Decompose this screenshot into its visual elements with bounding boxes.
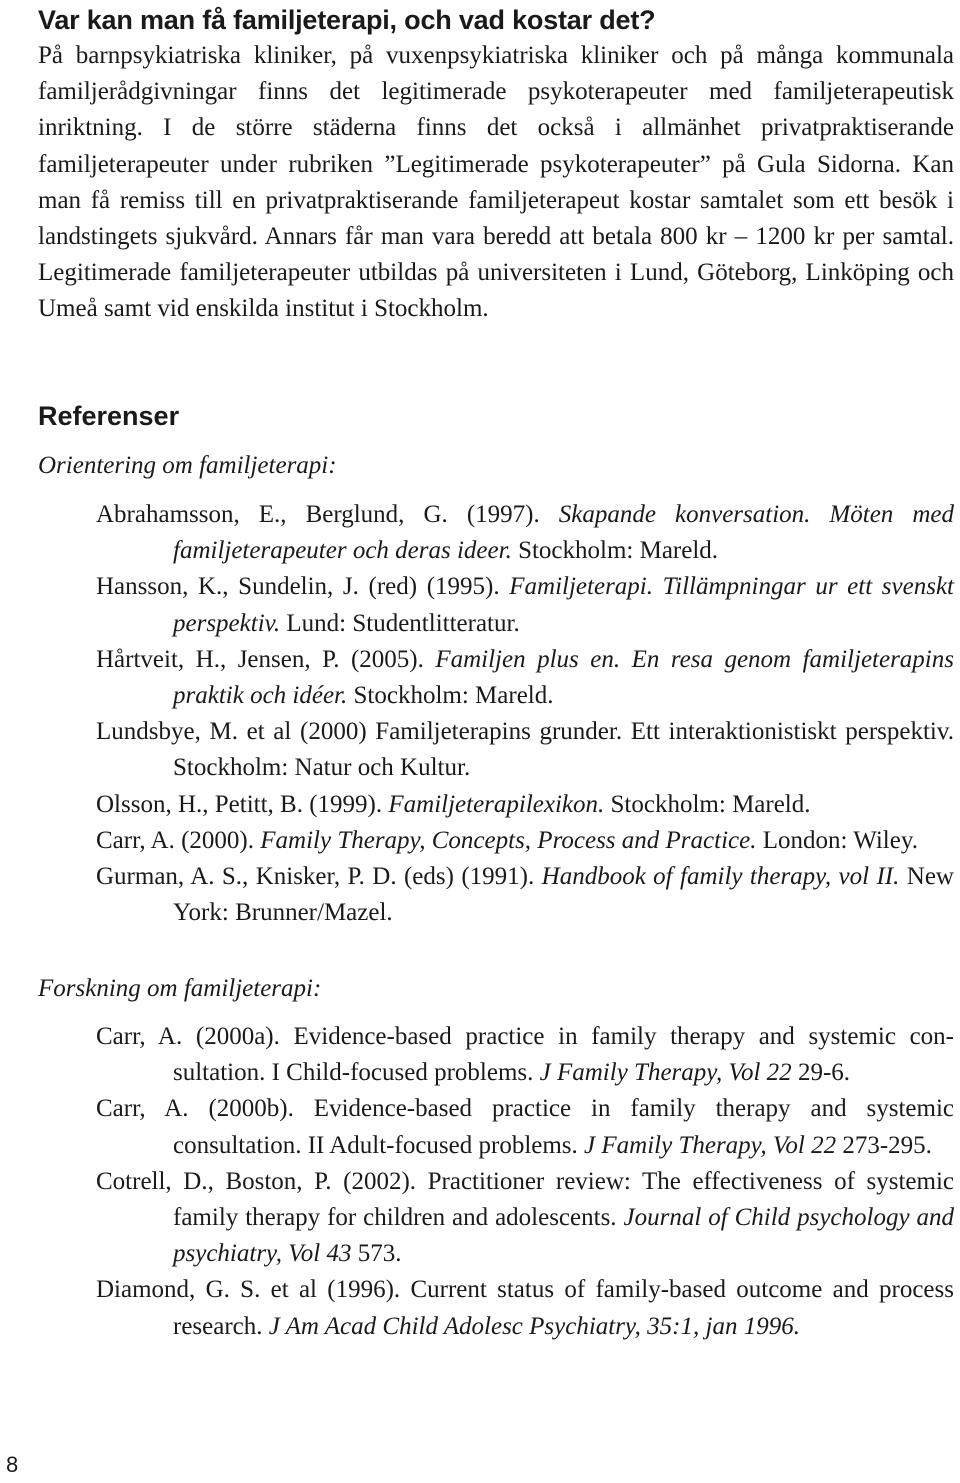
reference-journal-italic: J Family Therapy, Vol 22 (539, 1059, 792, 1087)
reference-text: Lundsbye, M. et al (2000) Familjeterapins grunder. Ett interaktionistiskt perspektiv. Stockholm: Natur och Kultur. (96, 718, 954, 782)
reference-item (96, 714, 954, 786)
reference-item (96, 569, 954, 641)
reference-pages: 273-295. (836, 1131, 932, 1159)
reference-journal-italic: J Am Acad Child Adolesc Psychiatry, 35:1, jan 1996. (268, 1312, 800, 1340)
reference-pages: 29-6. (791, 1059, 851, 1087)
research-subheading: Forskning om familjeterapi: (38, 975, 322, 1002)
reference-text: Carr, A. (2000). (96, 826, 261, 854)
reference-publisher: Lund: Studentlitteratur. (280, 609, 520, 637)
reference-item (96, 497, 954, 569)
reference-text: Cotrell, D., Boston, P. (2002). Practitioner review: The effectiveness of systemic family therapy for children and adolescents. (96, 1167, 954, 1232)
reference-journal-italic: J Family Therapy, Vol 22 (584, 1131, 837, 1159)
reference-title-italic: Familjeterapi. Tillämpningar ur ett svenskt perspektiv. (173, 573, 954, 637)
reference-publisher: Stockholm: Mareld. (604, 790, 811, 818)
reference-publisher: London: Wiley. (756, 826, 918, 854)
reference-item (96, 859, 954, 931)
reference-journal-italic: Journal of Child psychology and psychiatry, Vol 43 (173, 1204, 954, 1268)
reference-title-italic: Handbook of family therapy, vol II. (541, 863, 900, 891)
reference-text: Gurman, A. S., Knisker, P. D. (eds) (1991). (96, 863, 542, 891)
reference-title-italic: Familjeterapilexikon. (388, 790, 605, 818)
page-number: 8 (6, 1452, 19, 1477)
reference-text: Carr, A. (2000a). Evidence-based practice in family therapy and systemic consultation. I Child-focused problems. (96, 1023, 954, 1087)
reference-text: Carr, A. (2000b). Evidence-based practice in family therapy and systemic consultation. II Adult-focused problems. (96, 1095, 954, 1159)
reference-publisher: New York: Brunner/Mazel. (173, 863, 954, 927)
reference-pages: 573. (351, 1240, 402, 1268)
reference-item (96, 642, 954, 714)
section-heading: Var kan man få familjeterapi, och vad kostar det? (38, 5, 656, 35)
reference-item (96, 1164, 954, 1273)
orientation-reference-list (96, 497, 954, 931)
reference-title-italic: Skapande konversation. Möten med familjeterapeuter och deras ideer. (173, 501, 954, 565)
references-heading: Referenser (38, 401, 180, 431)
reference-publisher: Stockholm: Mareld. (511, 537, 719, 565)
reference-text: Abrahamsson, E., Berglund, G. (1997). (96, 501, 559, 528)
reference-text: Olsson, H., Petitt, B. (1999). (96, 790, 389, 818)
reference-item (96, 823, 954, 859)
body-paragraph: På barnpsykiatriska kliniker, på vuxenpsykiatriska kliniker och på många kommunala familjerådgivningar finns det legitimerade psykoterapeuter med familjeterapeutisk inriktning. I de större städerna finns det också i allmänhet privatpraktiserande familjeterapeuter under rubriken ”Legitimerade psykoterapeuter” på Gula Sidorna. Kan man få remiss till en privatpraktiserande familjeterapeut kostar samtalet som ett besök i landstingets sjukvård. Annars får man vara beredd att betala 800 kr – 1200 kr per samtal. Legitimerade familjeterapeuter utbildas på universiteten i Lund, Göteborg, Linköping och Umeå samt vid enskilda institut i Stockholm. (38, 42, 954, 323)
reference-item (96, 787, 954, 823)
orientation-subheading: Orientering om familjeterapi: (38, 452, 337, 479)
document-page (38, 0, 954, 1340)
reference-item (96, 1019, 954, 1091)
reference-title-italic: Family Therapy, Concepts, Process and Practice. (260, 826, 757, 854)
reference-title-italic: Familjen plus en. En resa genom familjeterapins praktik och idéer. (173, 645, 954, 710)
reference-text: Hårtveit, H., Jensen, P. (2005). (96, 645, 436, 673)
reference-publisher: Stockholm: Mareld. (347, 682, 554, 710)
reference-item (96, 1091, 954, 1163)
reference-item (96, 1272, 954, 1344)
reference-text: Hansson, K., Sundelin, J. (red) (1995). (96, 573, 510, 601)
reference-text: Diamond, G. S. et al (1996). Current status of family-based outcome and process research. (96, 1276, 954, 1340)
research-reference-list (96, 1019, 954, 1345)
